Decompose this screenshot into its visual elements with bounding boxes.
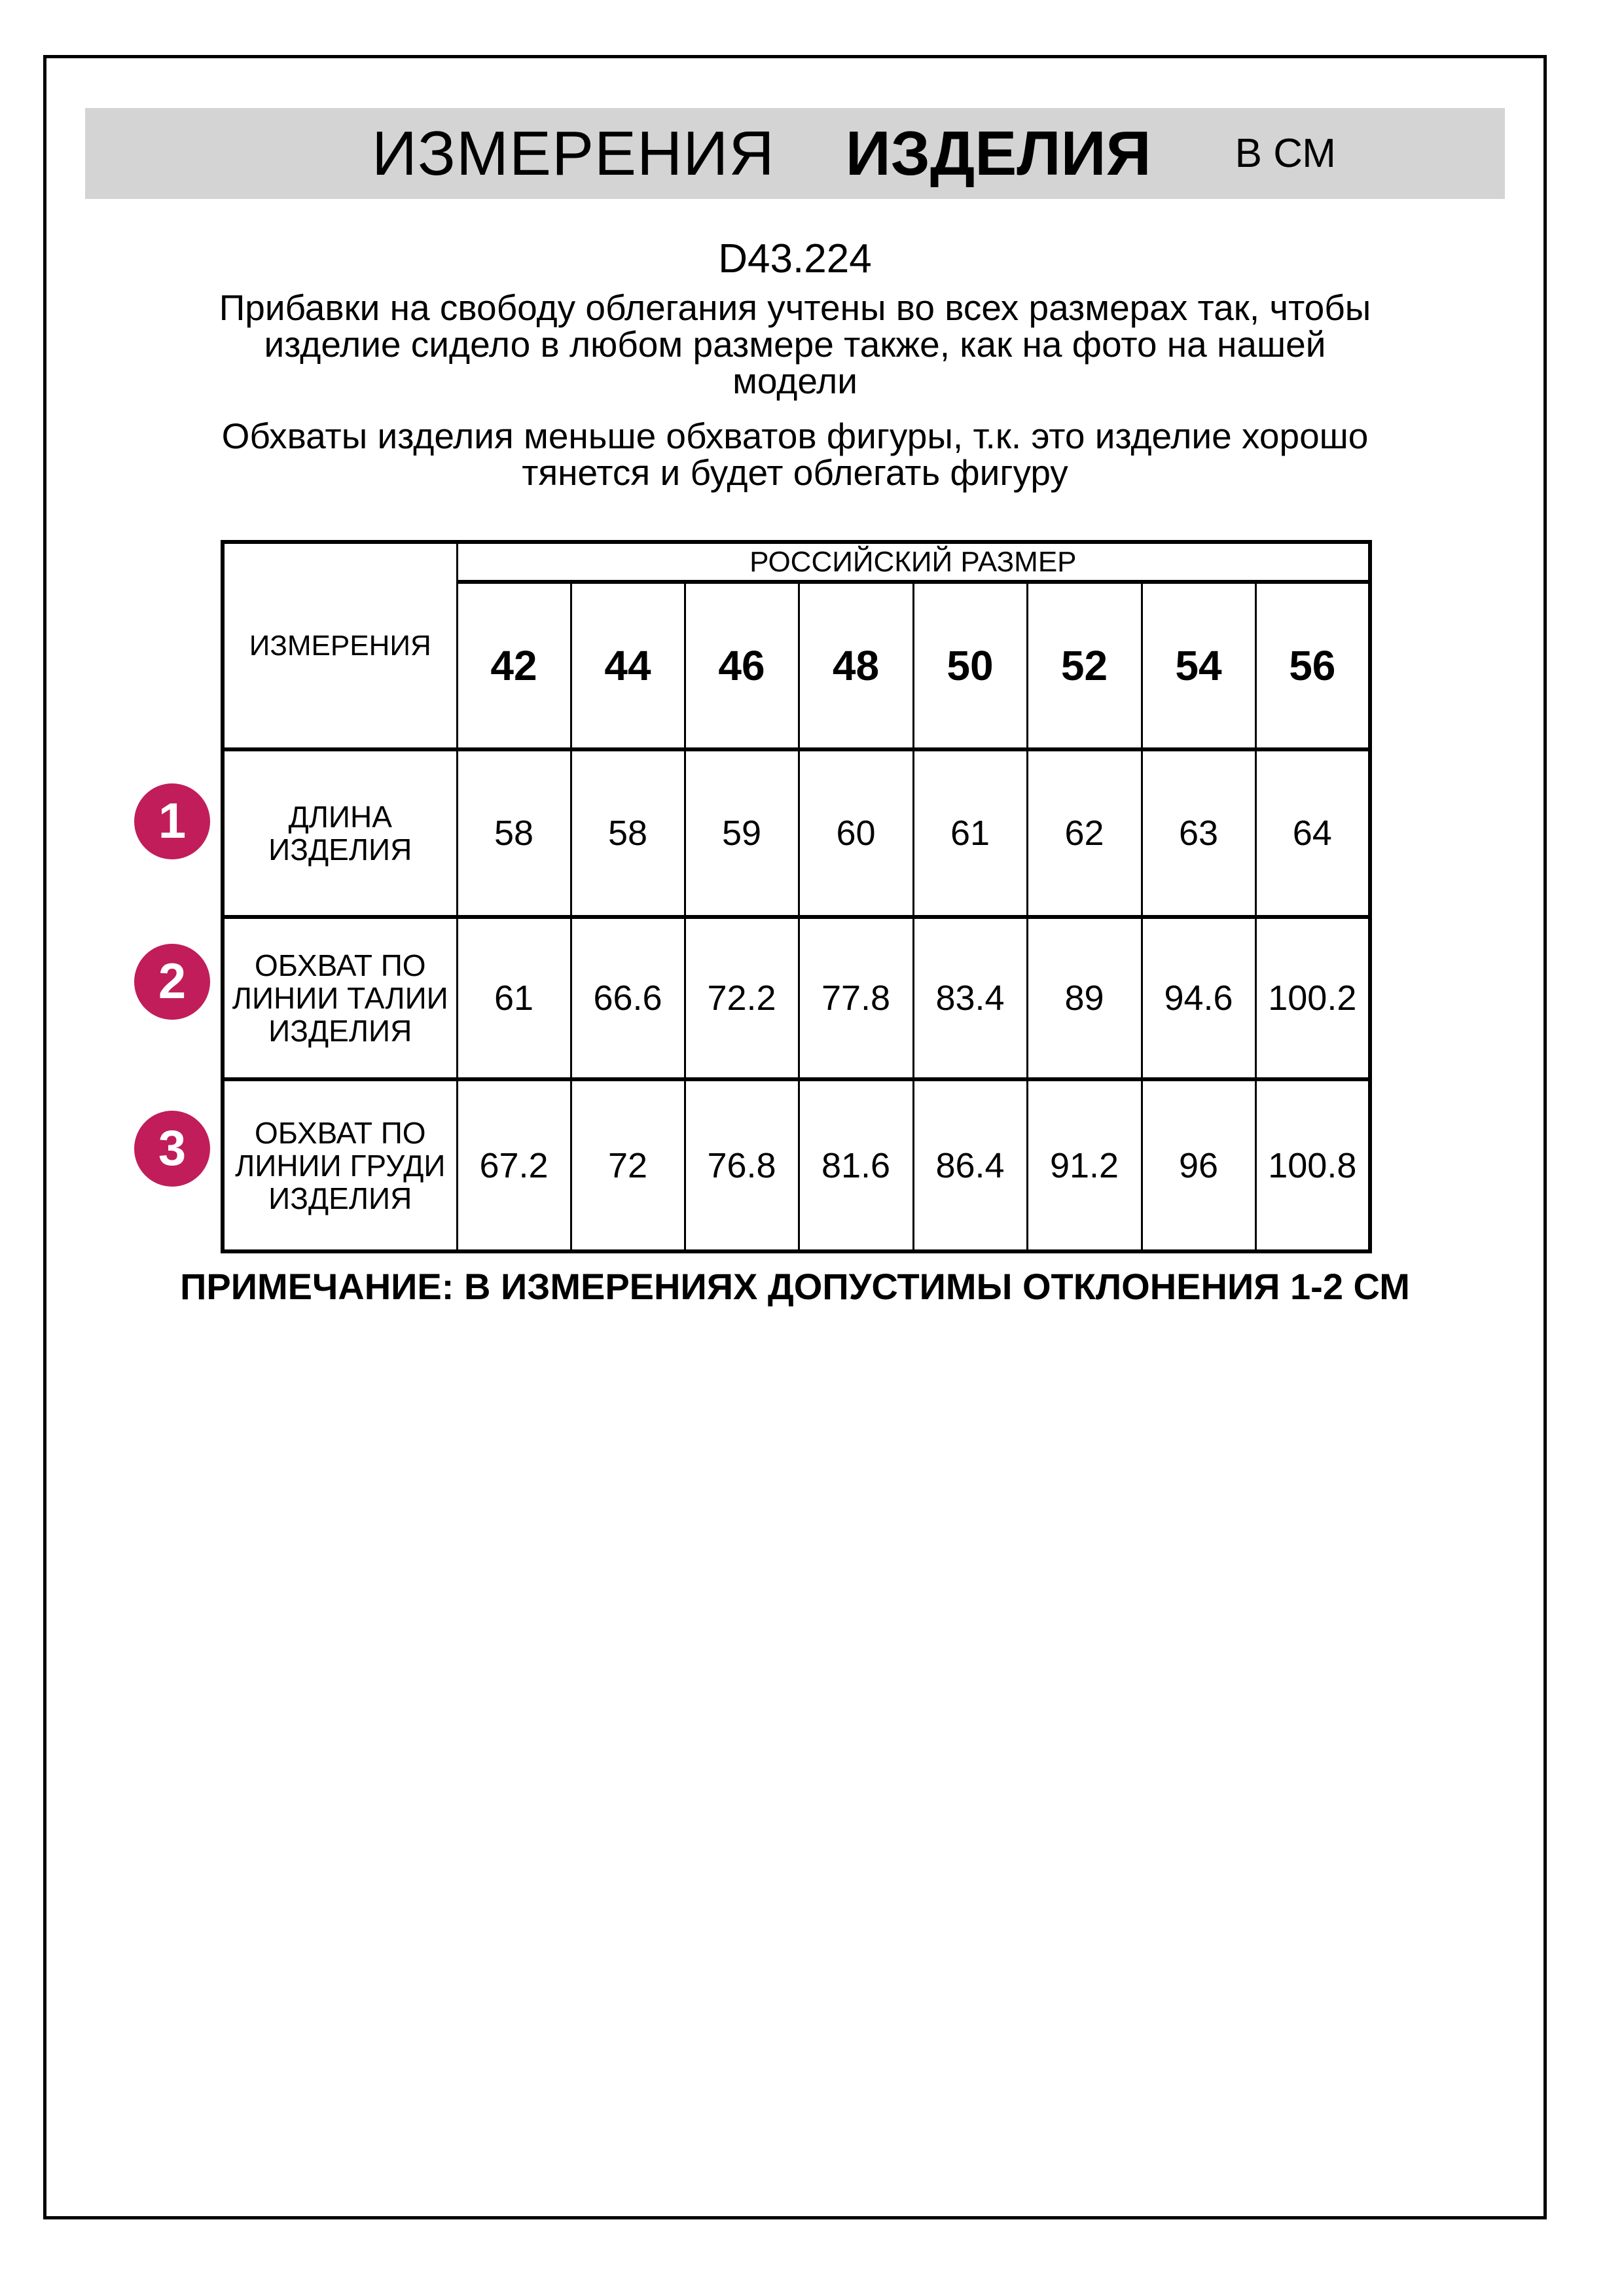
table-row-waist [223,917,1370,1079]
table-cell: 66.6 [571,917,685,1079]
table-cell: 72 [571,1079,685,1251]
table-cell: 96 [1142,1079,1255,1251]
title-measurements-word: ИЗМЕРЕНИЯ [372,118,775,188]
size-column-header: 50 [913,582,1027,749]
table-cell: 83.4 [913,917,1027,1079]
row-marker-2-badge: 2 [134,944,210,1020]
row-label-waist: ОБХВАТ ПО ЛИНИИ ТАЛИИ ИЗДЕЛИЯ [223,917,457,1079]
table-cell: 59 [685,749,799,917]
table-cell: 62 [1027,749,1142,917]
intro-paragraph-fit [43,289,1547,399]
size-column-header: 56 [1255,582,1370,749]
intro-paragraph-stretch [43,418,1547,491]
intro-paragraph-fit-line1: Прибавки на свободу облегания учтены во всех размерах так, чтобы [219,287,1371,328]
intro-paragraph-stretch-line1: Обхваты изделия меньше обхватов фигуры, т.к. это изделие хорошо [221,416,1369,456]
table-cell: 76.8 [685,1079,799,1251]
table-cell: 91.2 [1027,1079,1142,1251]
row-label-chest: ОБХВАТ ПО ЛИНИИ ГРУДИ ИЗДЕЛИЯ [223,1079,457,1251]
table-cell: 58 [571,749,685,917]
size-column-header: 52 [1027,582,1142,749]
table-cell: 72.2 [685,917,799,1079]
title-product-word: ИЗДЕЛИЯ [845,118,1151,188]
table-corner-header: ИЗМЕРЕНИЯ [223,542,457,749]
model-code: D43.224 [718,236,872,281]
row-marker-1-badge: 1 [134,783,210,859]
size-column-header: 48 [799,582,913,749]
size-column-header: 54 [1142,582,1255,749]
size-column-header: 46 [685,582,799,749]
intro-paragraph-fit-line2: изделие сидело в любом размере также, как на фото на нашей [264,324,1326,365]
table-cell: 64 [1255,749,1370,917]
size-column-header: 42 [457,582,571,749]
row-marker-3-badge: 3 [134,1111,210,1187]
table-row-length [223,749,1370,917]
intro-paragraph-fit-line3: модели [732,361,857,401]
title-unit-label: В СМ [1235,131,1336,176]
size-measurements-table [221,540,1372,1253]
table-cell: 61 [457,917,571,1079]
intro-paragraph-stretch-line2: тянется и будет облегать фигуру [522,452,1068,493]
table-cell: 100.8 [1255,1079,1370,1251]
table-cell: 89 [1027,917,1142,1079]
table-cell: 67.2 [457,1079,571,1251]
table-group-header: РОССИЙСКИЙ РАЗМЕР [457,542,1370,582]
table-row-chest [223,1079,1370,1251]
table-cell: 77.8 [799,917,913,1079]
title-band [85,108,1505,199]
table-cell: 100.2 [1255,917,1370,1079]
table-cell: 60 [799,749,913,917]
table-cell: 58 [457,749,571,917]
tolerance-note: ПРИМЕЧАНИЕ: В ИЗМЕРЕНИЯХ ДОПУСТИМЫ ОТКЛОНЕНИЯ 1-2 СМ [180,1266,1410,1307]
row-label-length: ДЛИНА ИЗДЕЛИЯ [223,749,457,917]
table-cell: 81.6 [799,1079,913,1251]
table-cell: 94.6 [1142,917,1255,1079]
table-cell: 63 [1142,749,1255,917]
table-cell: 61 [913,749,1027,917]
table-cell: 86.4 [913,1079,1027,1251]
size-column-header: 44 [571,582,685,749]
